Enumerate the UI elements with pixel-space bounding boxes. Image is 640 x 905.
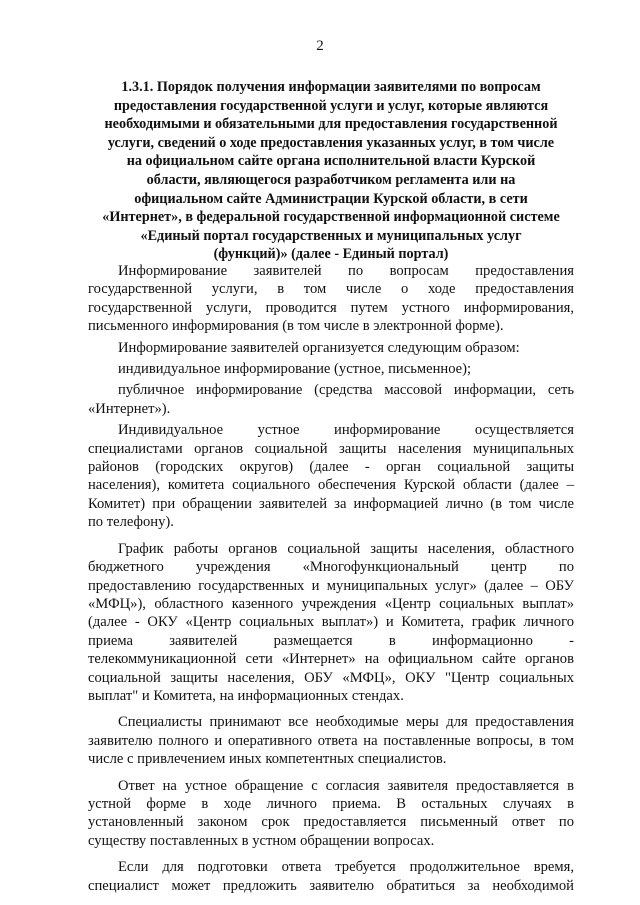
heading-line: предоставления государственной услуги и услуг, которые являются xyxy=(113,97,549,114)
text-line: Информирование заявителей организуется следующим образом: xyxy=(118,339,520,356)
text-line: государственной услуги, проводится путем устного информирования, xyxy=(88,299,574,316)
text-line: установленный законом срок предоставляется письменный ответ по xyxy=(88,814,574,831)
text-line: Индивидуальное устное информирование осуществляется xyxy=(118,422,574,439)
text-line: Если для подготовки ответа требуется продолжительное время, xyxy=(118,859,574,876)
text-line: специалистами органов социальной защиты населения муниципальных xyxy=(88,440,574,457)
text-line: индивидуальное информирование (устное, письменное); xyxy=(118,361,472,378)
text-line: социальной защиты населения, ОБУ «МФЦ», ОКУ "Центр социальных xyxy=(88,669,574,686)
paragraph-individual xyxy=(88,360,574,378)
heading-line: официальном сайте Администрации Курской области, в сети xyxy=(134,190,528,207)
text-line: государственной услуги, в том числе о ходе предоставления xyxy=(88,281,574,298)
paragraph-schedule xyxy=(88,540,574,706)
paragraph-oral-informing xyxy=(88,421,574,531)
text-line: выплат" и Комитета, на информационных стендах. xyxy=(88,687,404,704)
text-line: заявителю полного и оперативного ответа на поставленные вопросы, в том xyxy=(88,732,574,749)
text-line: приема заявителей размещается в информационно - xyxy=(88,632,574,649)
heading-line: (функций)» (далее - Единый портал) xyxy=(213,246,449,263)
heading-line: необходимыми и обязательными для предоставления государственной xyxy=(104,116,558,133)
paragraph-organization xyxy=(88,339,574,357)
text-line: предоставлению государственных и муниципальных услуг» (далее – ОБУ xyxy=(88,577,574,594)
text-line: существу поставленных в устном обращении вопросах. xyxy=(88,832,435,849)
page-number: 2 xyxy=(316,38,324,54)
text-line: районов (городских округов) (далее - орган социальной защиты xyxy=(88,459,574,476)
heading-line: «Единый портал государственных и муниципальных услуг xyxy=(140,227,522,244)
heading-line: области, являющегося разработчиком регламента или на xyxy=(146,171,516,188)
paragraph-specialists xyxy=(88,713,574,768)
heading-line: 1.3.1. Порядок получения информации заявителями по вопросам xyxy=(121,79,541,95)
heading-line: на официальном сайте органа исполнительной власти Курской xyxy=(126,153,536,170)
document-body xyxy=(88,262,574,898)
text-line: устной форме в ходе личного приема. В остальных случаях в xyxy=(88,795,574,812)
text-line: Ответ на устное обращение с согласия заявителя предоставляется в xyxy=(118,777,574,794)
text-line: письменного информирования (в том числе в электронной форме). xyxy=(88,318,504,335)
heading-line: услуги, сведений о ходе предоставления указанных услуг, в том числе xyxy=(107,134,555,151)
heading-line: «Интернет», в федеральной государственной информационной системе xyxy=(102,209,560,226)
text-line: Комитет) при обращении заявителей за информацией лично (в том числе xyxy=(88,495,574,512)
text-line: График работы органов социальной защиты населения, областного xyxy=(118,540,574,557)
section-heading xyxy=(92,78,570,264)
paragraph-oral-answer xyxy=(88,777,574,851)
paragraph-long-answer xyxy=(88,858,574,895)
text-line: населения), комитета социального обеспечения Курской области (далее – xyxy=(88,477,574,494)
text-line: «Интернет»). xyxy=(88,400,171,417)
text-line: публичное информирование (средства массовой информации, сеть xyxy=(118,382,574,399)
text-line: бюджетного учреждения «Многофункциональный центр по xyxy=(88,559,574,576)
text-line: по телефону). xyxy=(88,514,174,531)
text-line: числе с привлечением иных компетентных специалистов. xyxy=(88,751,447,768)
text-line: специалист может предложить заявителю обратиться за необходимой xyxy=(88,877,574,894)
text-line: Информирование заявителей по вопросам предоставления xyxy=(118,263,574,279)
paragraph-public xyxy=(88,381,574,418)
text-line: «МФЦ»), областного казенного учреждения «Центр социальных выплат» xyxy=(88,595,574,612)
text-line: Специалисты принимают все необходимые меры для предоставления xyxy=(118,714,574,731)
text-line: (далее - ОКУ «Центр социальных выплат») и Комитета, график личного xyxy=(88,614,574,631)
text-line: телекоммуникационной сети «Интернет» на официальном сайте органов xyxy=(88,651,574,668)
paragraph-informing xyxy=(88,262,574,336)
